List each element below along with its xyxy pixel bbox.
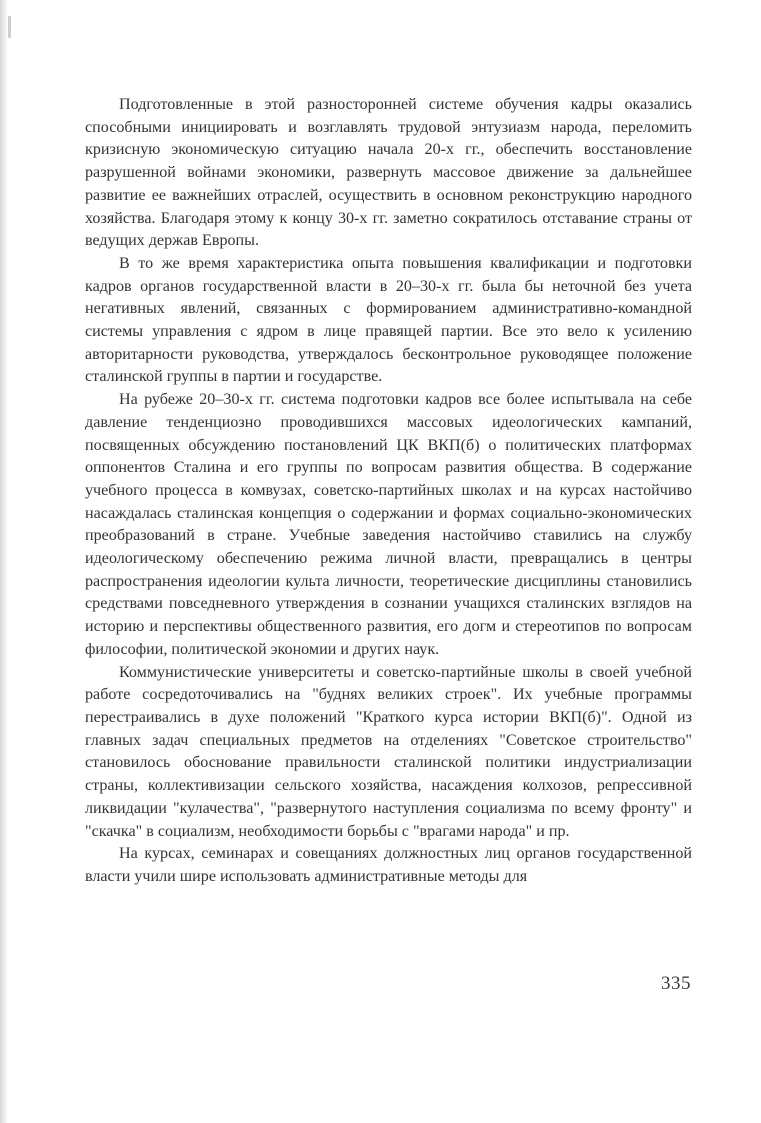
body-text: [85, 94, 692, 889]
paragraph-4: Коммунистические университеты и советско-партийные школы в своей учебной работе сосредоточивались на "буднях великих строек". Их учебные программы перестраивались в духе положений "Краткого курса истории ВКП(б)". Одной из главных задач специальных предметов на отделениях "Советское строительство" становилось обоснование правильности сталинской политики индустриализации страны, коллективизации сельского хозяйства, насаждения колхозов, репрессивной ликвидации "кулачества", "развернутого наступления социализма по всему фронту" и "скачка" в социализм, необходимости борьбы с "врагами народа" и пр.: [85, 663, 692, 840]
paragraph-3: На рубеже 20–30-х гг. система подготовки кадров все более испытывала на себе давление тенденциозно проводившихся массовых идеологических кампаний, посвященных обсуждению постановлений ЦК ВКП(б) о политических платформах оппонентов Сталина и его группы по вопросам развития общества. В содержание учебного процесса в комвузах, советско-партийных школах и на курсах настойчиво насаждалась сталинская концепция о содержании и формах социально-экономических преобразований в стране. Учебные заведения настойчиво ставились на службу идеологическому обеспечению режима личной власти, превращались в центры распространения идеологии культа личности, теоретические дисциплины становились средствами повседневного утверждения в сознании учащихся сталинских взглядов на историю и перспективы общественного развития, его догм и стереотипов по вопросам философии, политической экономии и других наук.: [85, 391, 692, 658]
scan-left-edge: [0, 0, 8, 1123]
page-number: 335: [661, 973, 691, 994]
paragraph-2: В то же время характеристика опыта повышения квалификации и подготовки кадров органов государственной власти в 20–30-х гг. была бы неточной без учета негативных явлений, связанных с формированием административно-командной системы управления с ядром в лице правящей партии. Все это вело к усилению авторитарности руководства, утверждалось бесконтрольное руководящее положение сталинской группы в партии и государстве.: [85, 254, 692, 386]
paragraph-5: На курсах, семинарах и совещаниях должностных лиц органов государственной власти учили шире использовать административные методы для: [85, 845, 692, 885]
paragraph-1: Подготовленные в этой разносторонней системе обучения кадры оказались способными инициировать и возглавлять трудовой энтузиазм народа, переломить кризисную экономическую ситуацию начала 20-х гг., обеспечить восстановление разрушенной войнами экономики, развернуть массовое движение за дальнейшее развитие ее важнейших отраслей, осуществить в основном реконструкцию народного хозяйства. Благодаря этому к концу 30-х гг. заметно сократилось отставание страны от ведущих держав Европы.: [85, 96, 692, 250]
scan-artifact: [8, 16, 11, 38]
